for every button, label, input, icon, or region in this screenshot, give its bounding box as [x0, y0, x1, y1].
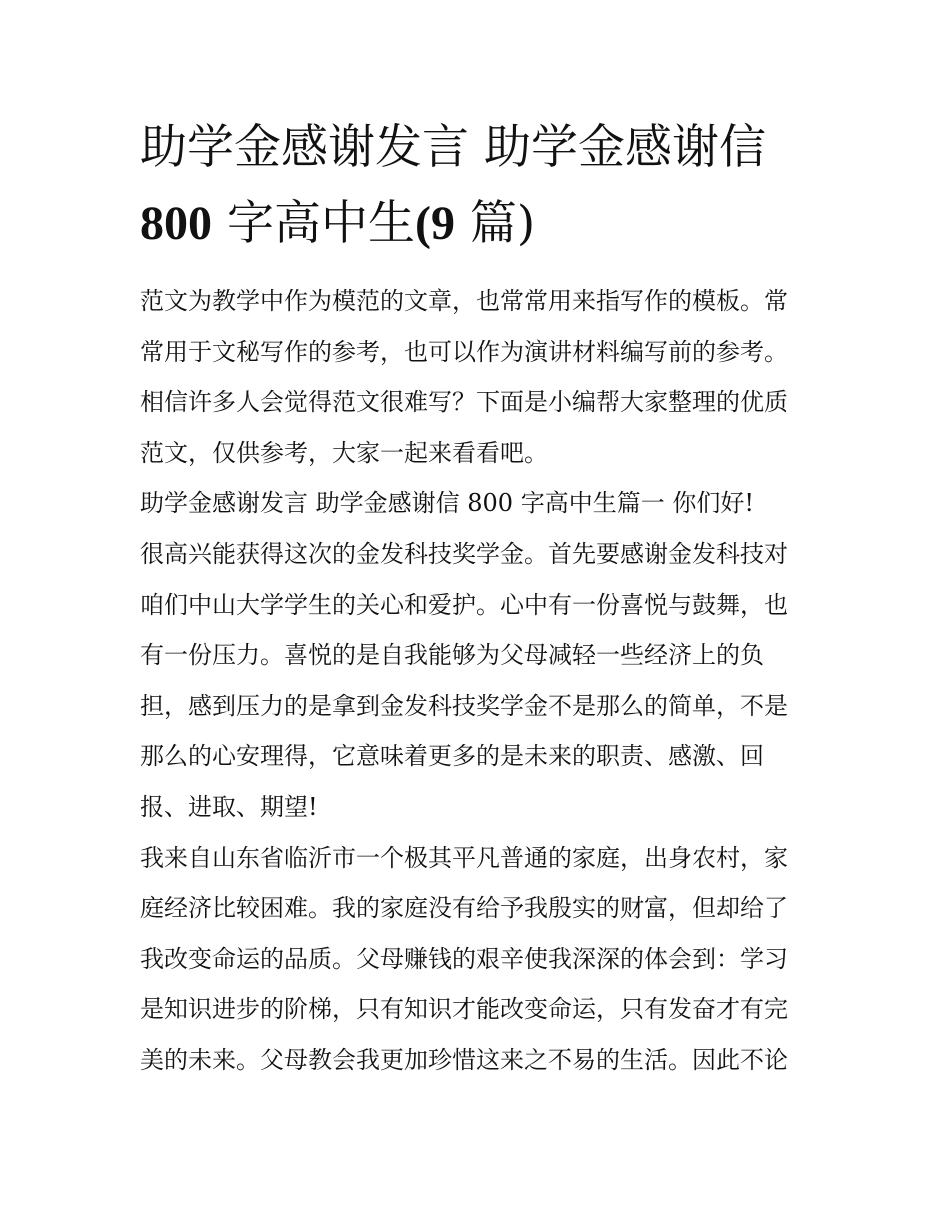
title-count: 9	[430, 197, 455, 250]
text-line: 咱们中山大学学生的关心和爱护。心中有一份喜悦与鼓舞，也	[140, 590, 788, 619]
text-line: 是知识进步的阶梯，只有知识才能改变命运，只有发奋才有完	[140, 995, 788, 1024]
text-line: 很高兴能获得这次的金发科技奖学金。首先要感谢金发科技对	[140, 539, 788, 568]
text-line: 那么的心安理得，它意味着更多的是未来的职责、感激、回	[140, 742, 764, 771]
title-end: 篇)	[454, 196, 536, 251]
title-line-1: 助学金感谢发言 助学金感谢信	[140, 120, 766, 175]
text-line: 有一份压力。喜悦的是自我能够为父母减轻一些经济上的负	[140, 641, 764, 670]
document-title	[140, 110, 820, 262]
text-line: 报、进取、期望!	[140, 792, 318, 821]
text-line: 美的未来。父母教会我更加珍惜这来之不易的生活。因此不论	[140, 1045, 788, 1074]
text-line: 常用于文秘写作的参考，也可以作为演讲材料编写前的参考。	[140, 337, 788, 366]
paragraph-intro	[140, 276, 820, 478]
paragraph-gratitude	[140, 529, 820, 833]
text-line: 相信许多人会觉得范文很难写？下面是小编帮大家整理的优质	[140, 388, 788, 417]
title-number: 800	[140, 197, 212, 250]
text-line: 范文为教学中作为模范的文章，也常常用来指写作的模板。常	[140, 287, 788, 315]
text-line: 范文，仅供参考，大家一起来看看吧。	[140, 438, 548, 467]
text-line: 庭经济比较困难。我的家庭没有给予我殷实的财富，但却给了	[140, 894, 788, 923]
paragraph-background	[140, 833, 820, 1086]
title-words: 字高中生	[212, 196, 415, 251]
text-line: 助学金感谢发言 助学金感谢信 800 字高中生篇一 你们好!	[140, 489, 754, 518]
section-heading	[140, 478, 820, 529]
text-line: 我来自山东省临沂市一个极其平凡普通的家庭，出身农村，家	[140, 843, 788, 872]
text-line: 担，感到压力的是拿到金发科技奖学金不是那么的简单，不是	[140, 691, 788, 720]
document-body	[140, 276, 820, 1086]
title-paren-open: (	[414, 197, 431, 250]
text-line: 我改变命运的品质。父母赚钱的艰辛使我深深的体会到：学习	[140, 944, 788, 973]
